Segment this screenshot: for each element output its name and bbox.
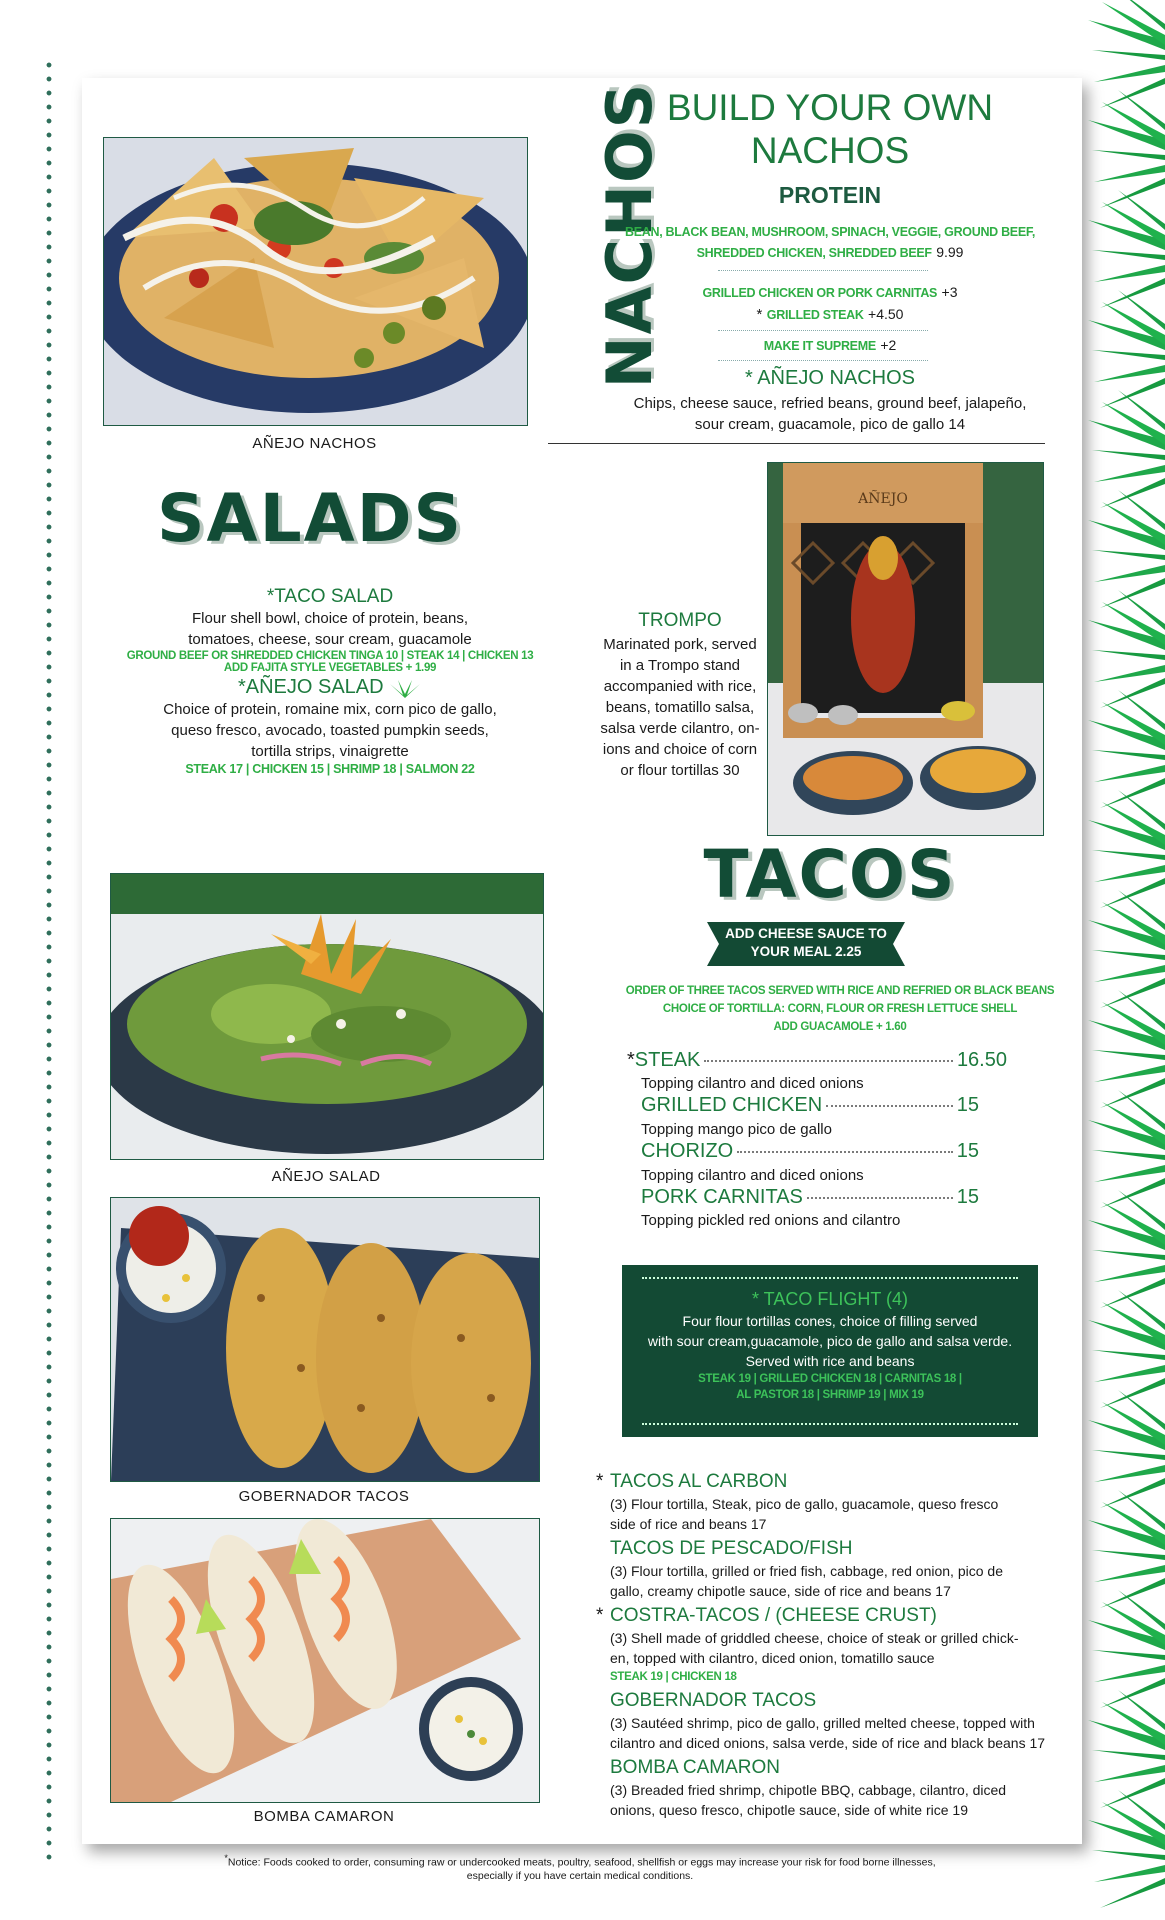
tacos-info-line2: CHOICE OF TORTILLA: CORN, FLOUR OR FRESH LETTUCE SHELL [662,1003,1018,1015]
flight-content [622,1289,1038,1403]
flight-title: * TACO FLIGHT (4) [751,1289,909,1309]
special-desc-line: (3) Flour tortilla, grilled or fried fish, cabbage, red onion, pico de [610,1563,1003,1579]
trompo-title: TROMPO [638,610,722,631]
notice-line2: especially if you have certain medical conditions. [466,1869,694,1882]
dotted-border-left [46,58,52,1868]
cheese-sauce-banner [707,925,905,961]
special-desc-line: (3) Flour tortilla, Steak, pico de gallo, guacamole, queso fresco [610,1496,999,1512]
tacos-info-line3: ADD GUACAMOLE + 1.60 [773,1021,907,1033]
leader-dots [737,1151,953,1153]
bomba-caption: BOMBA CAMARON [253,1808,395,1825]
leader-dots [807,1197,953,1199]
anejo-salad-desc-line2: queso fresco, avocado, toasted pumpkin seeds, [171,722,489,739]
trompo-line-3: accompanied with rice, [603,678,757,695]
special-name: GOBERNADOR TACOS [610,1690,817,1711]
anejo-salad-photo [110,873,544,1160]
taco-item-topping: Topping cilantro and diced onions [641,1075,864,1092]
taco-item-name: PORK CARNITAS [641,1186,803,1208]
taco-item-name: STEAK [634,1049,701,1071]
special-name: COSTRA-TACOS / (CHEESE CRUST) [610,1605,937,1626]
special-item [596,1604,1066,1686]
anejo-salad-caption: AÑEJO SALAD [271,1168,381,1185]
agave-icon [388,680,422,698]
notice-line1: Notice: Foods cooked to order, consuming raw or undercooked meats, poultry, seafood, shellfish or eggs may increase your risk for food borne illnesses, [227,1856,936,1869]
taco-item-price: 16.50 [956,1049,1007,1071]
flight-desc-line2: with sour cream,guacamole, pico de gallo and salsa verde. [647,1333,1013,1349]
taco-item-price: 15 [956,1186,979,1208]
taco-salad-desc-line1: Flour shell bowl, choice of protein, beans, [192,610,468,627]
supreme-price: +2 [880,337,897,353]
special-desc-line: onions, queso fresco, chipotle sauce, side of white rice 19 [610,1802,968,1818]
banner-line1: ADD CHEESE SAUCE TO [725,926,887,941]
trompo-line-6: ions and choice of corn [602,741,758,758]
taco-item-star: * [627,1049,635,1071]
taco-item-price: 15 [956,1094,979,1116]
anejo-salad-prices: STEAK 17 | CHICKEN 15 | SHRIMP 18 | SALMON 22 [185,762,475,776]
protein-options-line2: SHREDDED CHICKEN, SHREDDED BEEF [696,246,932,260]
flight-desc-line1: Four flour tortillas cones, choice of filling served [682,1313,978,1329]
upgrade-options [620,282,1040,326]
special-desc-line: (3) Shell made of griddled cheese, choice of steak or grilled chick- [610,1630,1019,1646]
build-nachos-line1: BUILD YOUR OWN [666,87,994,128]
taco-item-pork-carnitas [641,1186,979,1209]
special-item [596,1470,1066,1534]
trompo-line-1: Marinated pork, served [603,636,757,653]
specials-list [596,1470,1066,1820]
taco-item-grilled-chicken [641,1094,979,1117]
trompo-stand-logo: AÑEJO [858,491,908,507]
special-name: BOMBA CAMARON [610,1757,780,1778]
protein-price: 9.99 [936,244,964,260]
anejo-salad-desc-line3: tortilla strips, vinaigrette [251,743,409,760]
taco-salad-block [120,586,540,776]
gobernador-caption: GOBERNADOR TACOS [238,1488,410,1505]
upgrade1-label: GRILLED CHICKEN OR PORK CARNITAS [702,286,938,300]
nachos-section-divider [548,443,1045,444]
special-desc-line: side of rice and beans 17 [610,1516,767,1532]
taco-item-topping: Topping pickled red onions and cilantro [641,1212,901,1229]
anejo-nachos-photo [103,137,528,426]
trompo-photo [767,462,1044,836]
flight-desc-line3: Served with rice and beans [745,1353,915,1369]
special-desc-line: (3) Sautéed shrimp, pico de gallo, grilled melted cheese, topped with [610,1715,1035,1731]
taco-salad-desc-line2: tomatoes, cheese, sour cream, guacamole [188,631,472,648]
anejo-nachos-desc [620,393,1040,435]
special-name: TACOS AL CARBON [610,1471,788,1492]
tacos-info-line1: ORDER OF THREE TACOS SERVED WITH RICE AND REFRIED OR BLACK BEANS [625,985,1055,997]
taco-salad-prices: GROUND BEEF OR SHREDDED CHICKEN TINGA 10 | STEAK 14 | CHICKEN 13 [126,650,534,662]
notice-star: * [224,1853,228,1863]
taco-salad-addon: ADD FAJITA STYLE VEGETABLES + 1.99 [223,662,437,674]
taco-item-name: CHORIZO [641,1140,734,1162]
nachos-divider-1 [718,270,928,271]
taco-item-name: GRILLED CHICKEN [641,1094,823,1116]
salads-title: SALADS [156,480,464,557]
anejo-nachos-title: * AÑEJO NACHOS [744,367,916,389]
special-star: * [596,1605,604,1626]
special-desc-line: en, topped with cilantro, diced onion, tomatillo sauce [610,1650,935,1666]
leader-dots [704,1060,953,1062]
supreme-label: MAKE IT SUPREME [763,339,876,353]
taco-item-chorizo [641,1140,979,1163]
food-notice [100,1852,1060,1883]
nachos-vertical-title: NACHOS [593,81,666,389]
special-name: TACOS DE PESCADO/FISH [610,1538,853,1559]
special-item [596,1537,1066,1601]
special-item [596,1756,1066,1820]
taco-item-steak [627,1049,1007,1072]
protein-options [620,222,1040,263]
protein-label: PROTEIN [778,182,882,208]
special-desc-line: cilantro and diced onions, salsa verde, side of rice and black beans 17 [610,1735,1046,1751]
anejo-nachos-desc-line1: Chips, cheese sauce, refried beans, ground beef, jalapeño, [633,395,1027,412]
protein-options-line1: BEAN, BLACK BEAN, MUSHROOM, SPINACH, VEGGIE, GROUND BEEF, [624,225,1035,239]
anejo-salad-title: *AÑEJO SALAD [237,676,384,698]
leader-dots [826,1105,953,1107]
trompo-line-5: salsa verde cilantro, on- [600,720,760,737]
special-prices: STEAK 19 | CHICKEN 18 [610,1671,737,1683]
build-nachos-line2: NACHOS [750,130,910,171]
anejo-nachos-desc-line2: sour cream, guacamole, pico de gallo 14 [694,416,966,433]
special-item [596,1689,1066,1753]
taco-item-topping: Topping mango pico de gallo [641,1121,832,1138]
special-desc-line: gallo, creamy chipotle sauce, side of rice and beans 17 [610,1583,951,1599]
agave-leaf-border [1088,0,1165,1920]
upgrade1-price: +3 [941,284,958,300]
upgrade2-label: GRILLED STEAK [766,308,864,322]
flight-prices-line1: STEAK 19 | GRILLED CHICKEN 18 | CARNITAS 18 | [698,1373,962,1385]
nachos-divider-2 [718,330,928,331]
bomba-camaron-photo [110,1518,540,1803]
trompo-line-4: beans, tomatillo salsa, [605,699,755,716]
upgrade2-star: * [756,306,763,323]
trompo-block [585,610,775,781]
tacos-title: TACOS [703,836,957,913]
anejo-nachos-caption: AÑEJO NACHOS [252,435,377,452]
banner-line2: YOUR MEAL 2.25 [750,944,862,959]
trompo-line-7: or flour tortillas 30 [620,762,740,779]
flight-dotted-rule-top [642,1277,1018,1279]
nachos-divider-3 [718,360,928,361]
special-star: * [596,1471,604,1492]
upgrade2-price: +4.50 [868,306,904,322]
taco-item-topping: Topping cilantro and diced onions [641,1167,864,1184]
tacos-info [600,982,1080,1036]
taco-salad-title: *TACO SALAD [266,586,394,607]
trompo-line-2: in a Trompo stand [619,657,741,674]
special-desc-line: (3) Breaded fried shrimp, chipotle BBQ, cabbage, cilantro, diced [610,1782,1007,1798]
taco-flight-box [622,1265,1038,1437]
flight-prices-line2: AL PASTOR 18 | SHRIMP 19 | MIX 19 [736,1389,924,1401]
build-nachos-heading [620,86,1040,172]
flight-dotted-rule-bottom [642,1423,1018,1425]
gobernador-tacos-photo [110,1197,540,1482]
taco-item-price: 15 [956,1140,979,1162]
supreme-option [620,337,1040,355]
anejo-salad-desc-line1: Choice of protein, romaine mix, corn pico de gallo, [163,701,497,718]
